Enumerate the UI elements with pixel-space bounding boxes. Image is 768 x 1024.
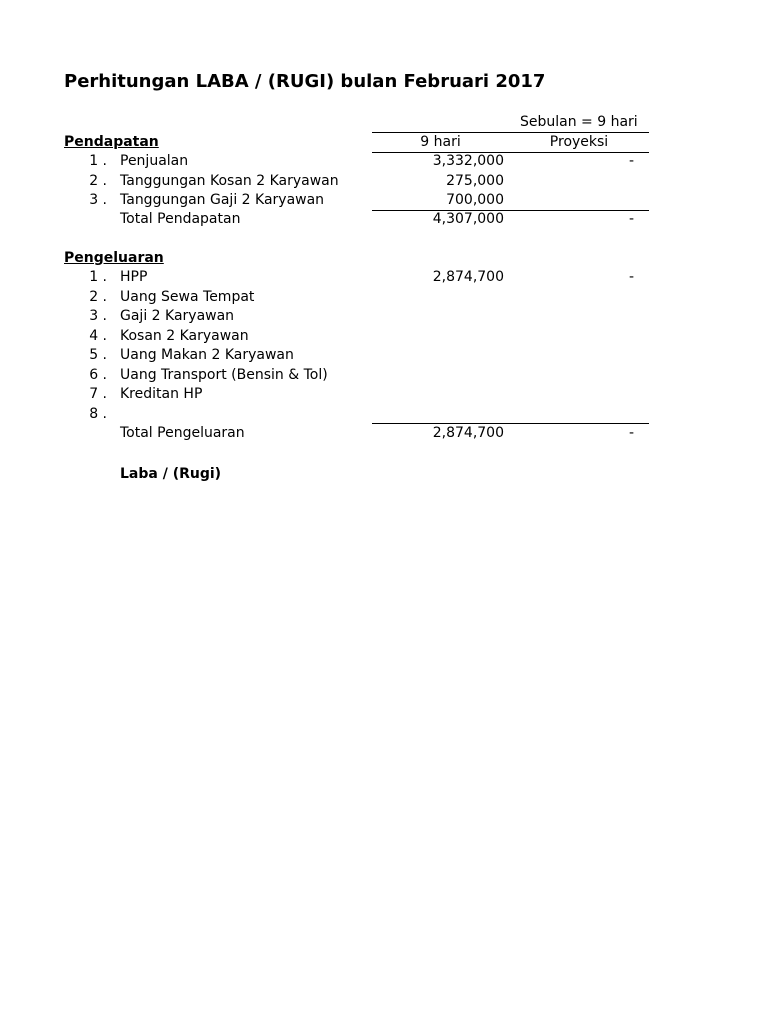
expense-row-label: Uang Transport (Bensin & Tol): [120, 367, 328, 383]
income-row-label: Tanggungan Gaji 2 Karyawan: [120, 192, 325, 208]
expense-row-label: Uang Sewa Tempat: [120, 289, 255, 305]
expense-row-label: Uang Makan 2 Karyawan: [120, 347, 294, 363]
column-header-9-days: 9 hari: [420, 134, 461, 150]
income-total-9-days-value: 4,307,000: [432, 211, 504, 227]
income-section-heading: Pendapatan: [64, 134, 159, 150]
profit-loss-label: Laba / (Rugi): [120, 466, 222, 482]
document-title: Perhitungan LABA / (RUGI) bulan Februari 2017: [64, 71, 546, 92]
expenses-total-projection-value: -: [628, 425, 634, 441]
expense-row-number: 5 .: [89, 347, 107, 363]
income-total-label: Total Pendapatan: [120, 211, 241, 227]
expense-row-label: Kosan 2 Karyawan: [120, 328, 249, 344]
income-row-9-days-value: 3,332,000: [432, 153, 504, 169]
expense-row-number: 8 .: [89, 406, 107, 422]
expense-row-number: 3 .: [89, 308, 107, 324]
expense-row-label: Gaji 2 Karyawan: [120, 308, 235, 324]
income-row-9-days-value: 700,000: [446, 192, 504, 208]
expense-row-number: 2 .: [89, 289, 107, 305]
expense-row-projection-value: -: [628, 269, 634, 285]
income-total-projection-value: -: [628, 211, 634, 227]
expense-row-label: Kreditan HP: [120, 386, 203, 402]
income-row-number: 3 .: [89, 192, 107, 208]
period-note: Sebulan = 9 hari: [520, 114, 638, 130]
expense-row-number: 1 .: [89, 269, 107, 285]
expenses-total-9-days-value: 2,874,700: [432, 425, 504, 441]
expenses-total-label: Total Pengeluaran: [120, 425, 245, 441]
column-header-projection: Proyeksi: [549, 134, 609, 150]
expense-row-number: 7 .: [89, 386, 107, 402]
income-row-number: 1 .: [89, 153, 107, 169]
income-row-label: Penjualan: [120, 153, 189, 169]
income-row-9-days-value: 275,000: [446, 173, 504, 189]
expense-row-9-days-value: 2,874,700: [432, 269, 504, 285]
expenses-section-heading: Pengeluaran: [64, 250, 164, 266]
income-row-number: 2 .: [89, 173, 107, 189]
expense-row-number: 6 .: [89, 367, 107, 383]
expense-row-number: 4 .: [89, 328, 107, 344]
expense-row-label: HPP: [120, 269, 148, 285]
income-row-projection-value: -: [628, 153, 634, 169]
income-row-label: Tanggungan Kosan 2 Karyawan: [120, 173, 339, 189]
